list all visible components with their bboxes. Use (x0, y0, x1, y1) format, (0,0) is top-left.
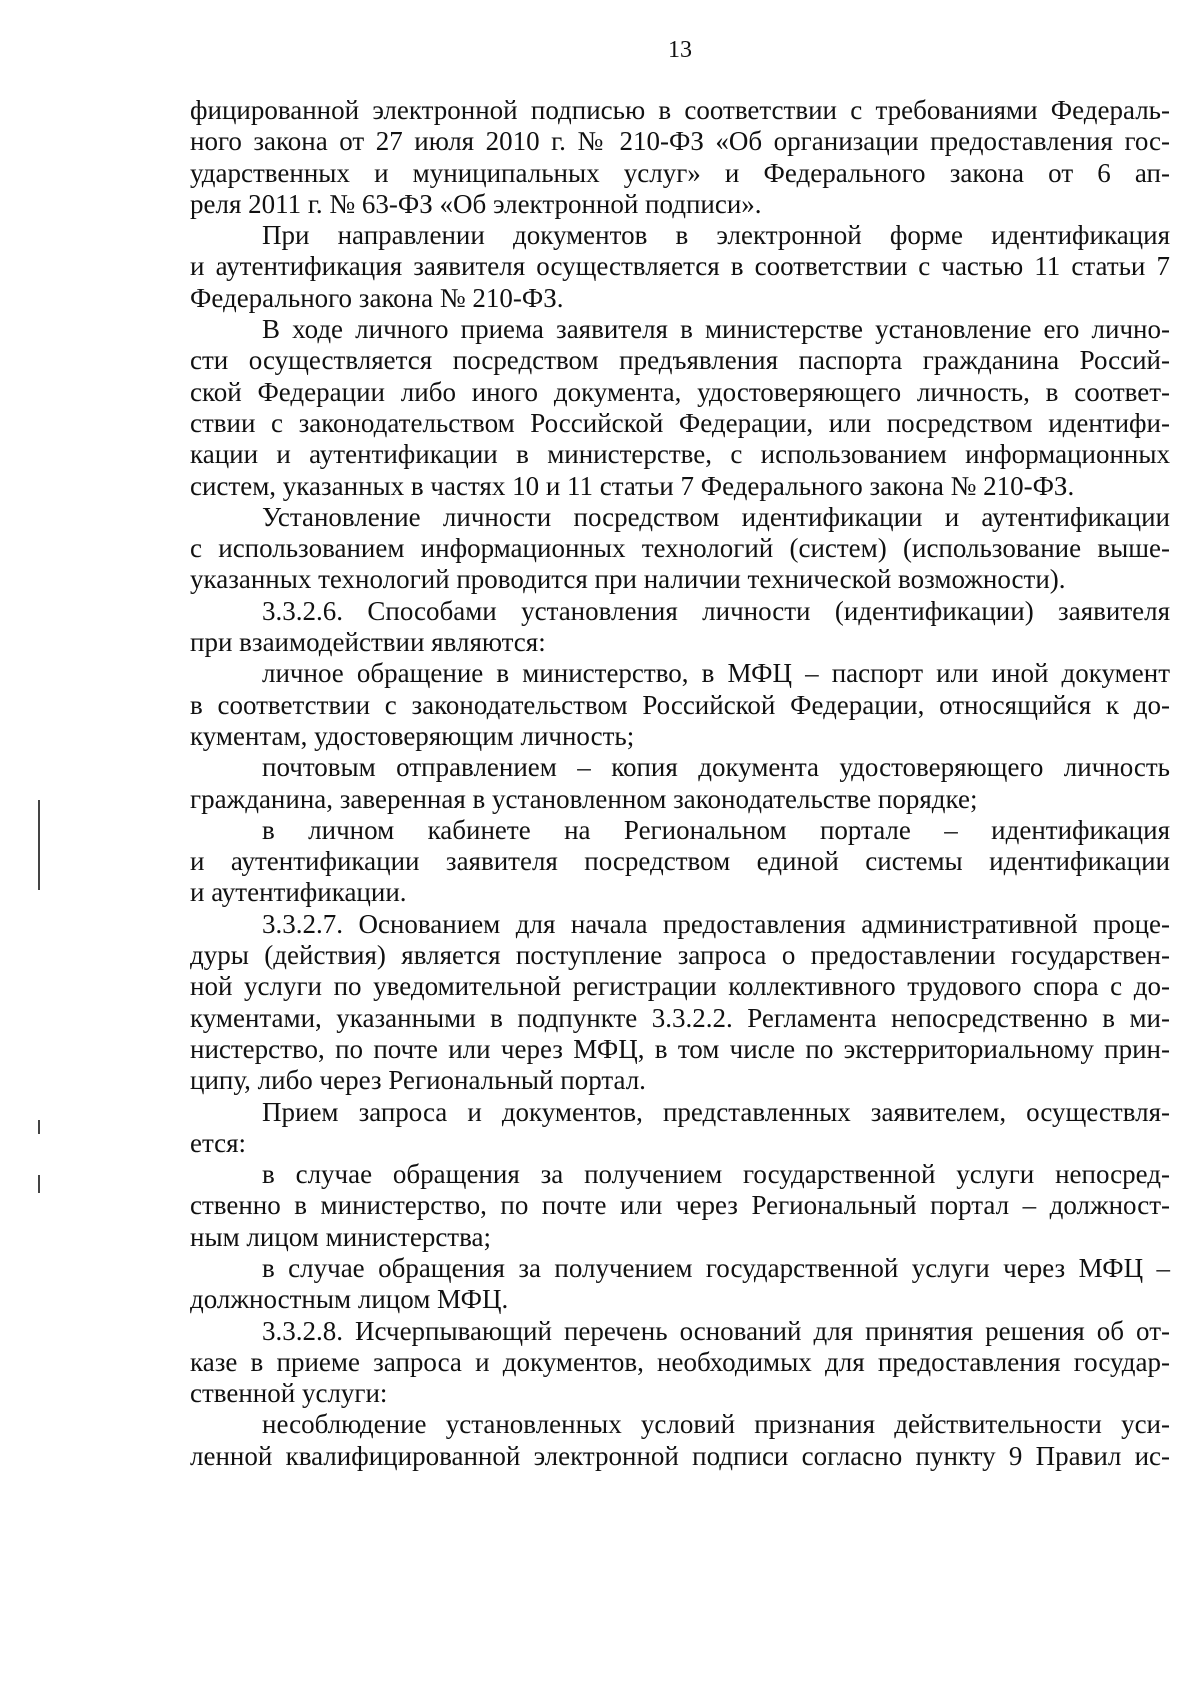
text-line: в случае обращения за получением государственной услуги через МФЦ – (262, 1252, 1170, 1283)
text-line: реля 2011 г. № 63-ФЗ «Об электронной подписи». (190, 188, 762, 219)
text-line: кации и аутентификации в министерстве, с использованием информационных (190, 439, 1170, 470)
text-line: в случае обращения за получением государственной услуги непосред- (262, 1159, 1170, 1190)
text-line: нистерство, по почте или через МФЦ, в том числе по экстерриториальному прин- (190, 1033, 1170, 1064)
text-line: и аутентификации. (190, 877, 407, 908)
text-line: кументам, удостоверяющим личность; (190, 720, 635, 751)
text-line: ской Федерации либо иного документа, удостоверяющего личность, в соответ- (190, 376, 1170, 407)
text-line: при взаимодействии являются: (190, 627, 546, 658)
text-line: Федерального закона № 210-ФЗ. (190, 282, 564, 313)
page-number: 13 (668, 37, 692, 63)
text-line: Прием запроса и документов, представленных заявителем, осуществля- (262, 1096, 1170, 1127)
text-line: в личном кабинете на Региональном портале – идентификация (262, 814, 1170, 845)
text-line: ципу, либо через Региональный портал. (190, 1065, 646, 1096)
text-line: ным лицом министерства; (190, 1221, 491, 1252)
text-line: 3.3.2.6. Способами установления личности (идентификации) заявителя (262, 595, 1170, 626)
scan-mark (38, 1175, 40, 1193)
text-line: Установление личности посредством идентификации и аутентификации (262, 501, 1170, 532)
text-line: и аутентификации заявителя посредством единой системы идентификации (190, 846, 1170, 877)
text-line: дуры (действия) является поступление запроса о предоставлении государствен- (190, 940, 1170, 971)
text-line: в соответствии с законодательством Российской Федерации, относящийся к до- (190, 689, 1170, 720)
text-line: с использованием информационных технологий (систем) (использование выше- (190, 533, 1170, 564)
text-line: ется: (190, 1127, 247, 1158)
text-line: несоблюдение установленных условий признания действительности уси- (262, 1409, 1170, 1440)
text-line: фицированной электронной подписью в соответствии с требованиями Федераль- (190, 95, 1170, 125)
text-line: ствии с законодательством Российской Федерации, или посредством идентифи- (190, 407, 1170, 438)
text-line: систем, указанных в частях 10 и 11 статьи 7 Федерального закона № 210-ФЗ. (190, 470, 1075, 501)
text-line: ударственных и муниципальных услуг» и Федерального закона от 6 ап- (190, 157, 1170, 188)
text-line: должностным лицом МФЦ. (190, 1284, 509, 1315)
text-line: ственно в министерство, по почте или через Региональный портал – должност- (190, 1190, 1170, 1221)
text-line: кументами, указанными в подпункте 3.3.2.2. Регламента непосредственно в ми- (190, 1002, 1170, 1033)
text-line: 3.3.2.8. Исчерпывающий перечень оснований для принятия решения об от- (262, 1315, 1170, 1346)
text-line: 3.3.2.7. Основанием для начала предоставления административной проце- (262, 908, 1170, 939)
text-line: ной услуги по уведомительной регистрации коллективного трудового спора с до- (190, 971, 1170, 1002)
text-line: личное обращение в министерство, в МФЦ – паспорт или иной документ (262, 658, 1170, 689)
text-line: почтовым отправлением – копия документа удостоверяющего личность (262, 752, 1170, 783)
text-line: сти осуществляется посредством предъявления паспорта гражданина Россий- (190, 345, 1170, 376)
text-line: ственной услуги: (190, 1378, 388, 1409)
text-line: гражданина, заверенная в установленном законодательстве порядке; (190, 783, 978, 814)
text-line: и аутентификация заявителя осуществляется в соответствии с частью 11 статьи 7 (190, 251, 1170, 282)
scan-mark (38, 1120, 40, 1134)
text-line: При направлении документов в электронной форме идентификация (262, 220, 1170, 251)
text-line: казе в приеме запроса и документов, необходимых для предоставления государ- (190, 1346, 1170, 1377)
text-line: ного закона от 27 июля 2010 г. № 210-ФЗ «Об организации предоставления гос- (190, 126, 1170, 157)
text-line: ленной квалифицированной электронной подписи согласно пункту 9 Правил ис- (190, 1440, 1170, 1471)
document-body (190, 95, 1170, 1472)
scan-mark (38, 800, 40, 890)
text-line: указанных технологий проводится при наличии технической возможности). (190, 564, 1066, 595)
text-line: В ходе личного приема заявителя в министерстве установление его лично- (262, 314, 1170, 345)
